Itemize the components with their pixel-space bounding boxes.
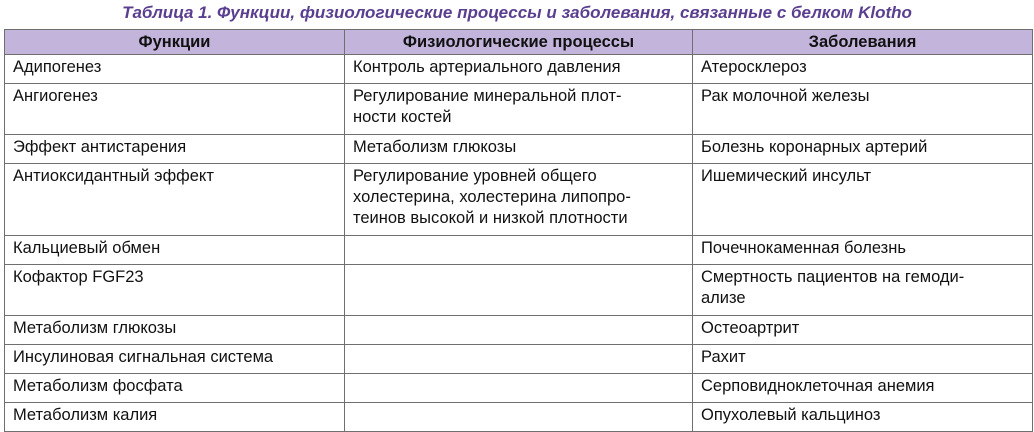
cell-process: Метаболизм глюкозы (345, 135, 693, 164)
cell-disease: Серповидноклеточная анемия (693, 374, 1033, 403)
cell-process: Регулирование минеральной плот- ности костей (345, 84, 693, 135)
table-row (5, 316, 1033, 345)
cell-disease: Болезнь коронарных артерий (693, 135, 1033, 164)
table-row (5, 135, 1033, 164)
table-row (5, 55, 1033, 84)
cell-process: Контроль артериального давления (345, 55, 693, 84)
cell-function: Эффект антистарения (5, 135, 345, 164)
table-row (5, 164, 1033, 236)
cell-function: Кофактор FGF23 (5, 265, 345, 316)
cell-process (345, 236, 693, 265)
cell-process (345, 316, 693, 345)
cell-disease: Рак молочной железы (693, 84, 1033, 135)
cell-function: Антиоксидантный эффект (5, 164, 345, 236)
table-row (5, 374, 1033, 403)
column-header-diseases: Заболевания (693, 30, 1033, 55)
table-row (5, 403, 1033, 432)
cell-function: Метаболизм фосфата (5, 374, 345, 403)
table-row (5, 84, 1033, 135)
cell-disease: Почечнокаменная болезнь (693, 236, 1033, 265)
data-table (4, 29, 1033, 432)
table-caption: Таблица 1. Функции, физиологические процессы и заболевания, связанные с белком Klotho (122, 3, 912, 22)
column-header-functions: Функции (5, 30, 345, 55)
cell-process (345, 403, 693, 432)
table-row (5, 345, 1033, 374)
cell-process (345, 374, 693, 403)
cell-process: Регулирование уровней общего холестерина, холестерина липопро- теинов высокой и низкой плотности (345, 164, 693, 236)
cell-function: Метаболизм калия (5, 403, 345, 432)
cell-disease: Опухолевый кальциноз (693, 403, 1033, 432)
cell-disease: Атеросклероз (693, 55, 1033, 84)
cell-disease: Смертность пациентов на гемоди- ализе (693, 265, 1033, 316)
cell-function: Инсулиновая сигнальная система (5, 345, 345, 374)
cell-function: Кальциевый обмен (5, 236, 345, 265)
cell-function: Метаболизм глюкозы (5, 316, 345, 345)
table-row (5, 236, 1033, 265)
cell-disease: Остеоартрит (693, 316, 1033, 345)
column-header-processes: Физиологические процессы (345, 30, 693, 55)
cell-process (345, 265, 693, 316)
table-row (5, 265, 1033, 316)
header-row (5, 30, 1033, 55)
cell-process (345, 345, 693, 374)
cell-disease: Рахит (693, 345, 1033, 374)
cell-function: Ангиогенез (5, 84, 345, 135)
cell-disease: Ишемический инсульт (693, 164, 1033, 236)
cell-function: Адипогенез (5, 55, 345, 84)
